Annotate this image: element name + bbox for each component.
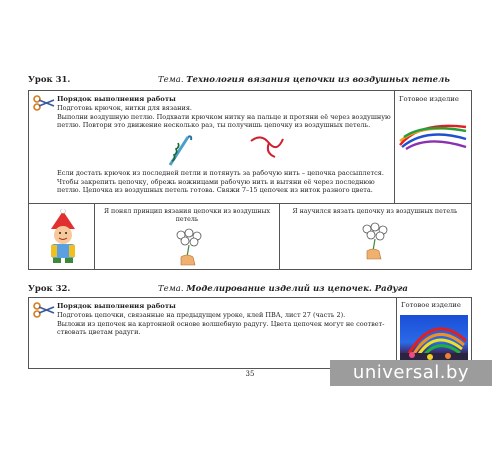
lesson31-instruction-3: петлю. Повтори это движение несколько раз, ты получишь цепочку из воздушных петель. bbox=[57, 121, 371, 129]
yarn-icon bbox=[247, 133, 287, 163]
lesson31-instruction-2: Выполни воздушную петлю. Подхвати крючком нитку на пальце и протяни её через воздушную bbox=[57, 112, 391, 121]
lesson32-result-label: Готовое изделие bbox=[401, 301, 461, 309]
flower-hand-icon bbox=[169, 227, 209, 267]
lesson31-instruction-5: Чтобы закрепить цепочку, обрежь ножницами рабочую нить и вытяни её через последнюю bbox=[57, 177, 375, 186]
lesson31-number: Урок 31. bbox=[28, 75, 71, 85]
lesson32-header bbox=[28, 282, 472, 296]
lesson32-number: Урок 32. bbox=[28, 284, 71, 294]
yarn-chains-image bbox=[398, 117, 468, 153]
scissors-icon bbox=[33, 95, 55, 111]
lesson32-instruction-3: ствовать цветам радуги. bbox=[57, 328, 141, 336]
lesson31-result-label: Готовое изделие bbox=[399, 95, 459, 103]
lesson31-instruction-4: Если достать крючок из последней петли и потянуть за рабочую нить – цепочка рассыплется. bbox=[57, 169, 384, 177]
lesson32-instruction-1: Подготовь цепочки, связанные на предыдущем уроке, клей ПВА, лист 27 (часть 2). bbox=[57, 311, 346, 319]
lesson32-topic bbox=[158, 282, 408, 296]
self-check-learned: Я научился вязать цепочку из воздушных петель bbox=[292, 208, 458, 215]
lesson31-box bbox=[28, 90, 472, 270]
scissors-icon bbox=[33, 302, 55, 318]
lesson32-topic-prefix: Тема. bbox=[158, 284, 184, 294]
lesson31-topic-prefix: Тема. bbox=[158, 75, 184, 85]
rainbow-image bbox=[400, 315, 468, 365]
watermark: universal.by bbox=[330, 360, 492, 386]
flower-hand-icon bbox=[355, 221, 395, 261]
lesson32-instruction-2: Выложи из цепочек на картонной основе волшебную радугу. Цвета цепочек могут не соответ- bbox=[57, 319, 385, 328]
gnome-icon bbox=[43, 209, 83, 265]
lesson31-order-title: Порядок выполнения работы bbox=[57, 95, 176, 103]
lesson32-topic-title: Моделирование изделий из цепочек. Радуга bbox=[186, 284, 408, 294]
self-check-understood: Я понял принцип вязания цепочки из воздушных петель bbox=[103, 208, 271, 223]
lesson31-instruction-6: петлю. Цепочка из воздушных петель готова. Свяжи 7–15 цепочек из ниток разного цвета. bbox=[57, 186, 373, 194]
lesson32-order-title: Порядок выполнения работы bbox=[57, 302, 176, 310]
lesson31-header bbox=[28, 73, 472, 87]
lesson31-instruction-1: Подготовь крючок, нитки для вязания. bbox=[57, 104, 192, 112]
lesson31-topic-title: Технология вязания цепочки из воздушных петель bbox=[186, 75, 450, 85]
page-number: 35 bbox=[245, 370, 255, 378]
crochet-hook-icon bbox=[164, 133, 194, 169]
lesson31-topic bbox=[158, 73, 450, 87]
